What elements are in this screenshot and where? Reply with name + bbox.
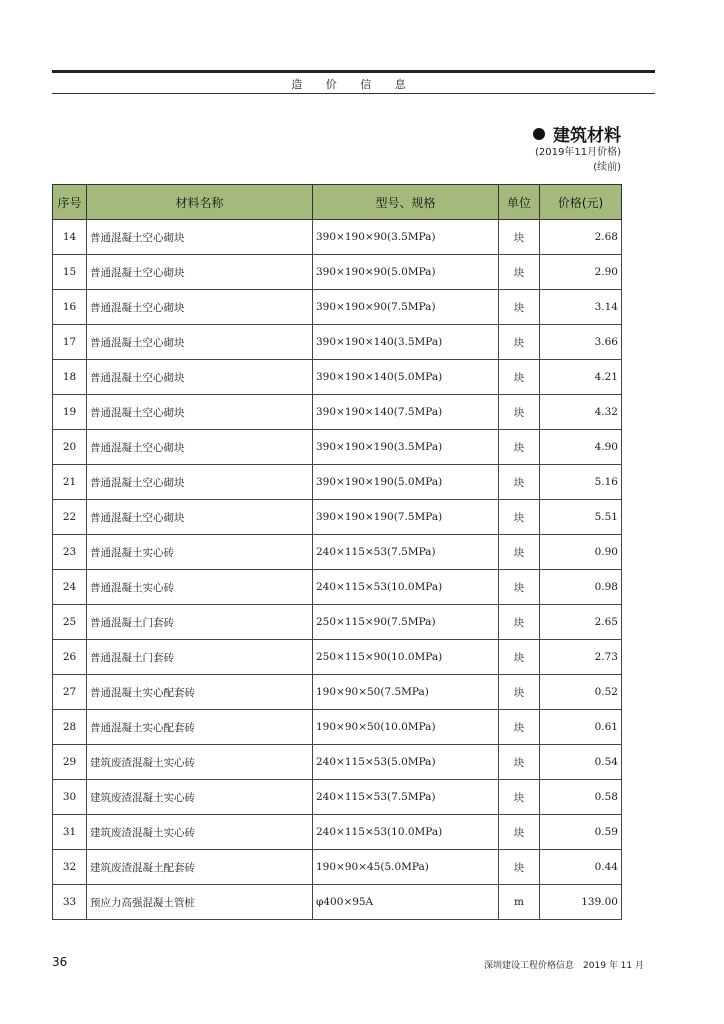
row-number: 17 [53, 325, 87, 360]
running-header: 造 价 信 息 [291, 78, 416, 91]
table-row [53, 710, 622, 745]
row-number: 32 [53, 850, 87, 885]
table-row [53, 570, 622, 605]
unit-cell: 块 [499, 745, 540, 780]
price-cell: 2.73 [540, 640, 622, 675]
row-number: 18 [53, 360, 87, 395]
unit-cell: 块 [499, 570, 540, 605]
table-row [53, 220, 622, 255]
bullet-icon [533, 128, 545, 140]
material-name: 普通混凝土门套砖 [87, 640, 313, 675]
row-number: 26 [53, 640, 87, 675]
material-name: 普通混凝土空心砌块 [87, 220, 313, 255]
spec-cell: 250×115×90(7.5MPa) [313, 605, 499, 640]
unit-cell: 块 [499, 605, 540, 640]
table-row [53, 325, 622, 360]
price-cell: 0.98 [540, 570, 622, 605]
table-row [53, 535, 622, 570]
material-name: 普通混凝土实心配套砖 [87, 710, 313, 745]
row-number: 21 [53, 465, 87, 500]
material-name: 普通混凝土实心砖 [87, 535, 313, 570]
section-subtitle-block [535, 145, 621, 175]
row-number: 31 [53, 815, 87, 850]
price-table [52, 184, 622, 920]
unit-cell: 块 [499, 710, 540, 745]
price-cell: 0.58 [540, 780, 622, 815]
col-header-spec: 型号、规格 [313, 185, 499, 220]
price-cell: 3.66 [540, 325, 622, 360]
unit-cell: 块 [499, 220, 540, 255]
table-row [53, 675, 622, 710]
col-header-name: 材料名称 [87, 185, 313, 220]
material-name: 预应力高强混凝土管桩 [87, 885, 313, 920]
row-number: 22 [53, 500, 87, 535]
price-cell: 2.65 [540, 605, 622, 640]
spec-cell: 240×115×53(10.0MPa) [313, 815, 499, 850]
table-row [53, 605, 622, 640]
table-row [53, 290, 622, 325]
price-cell: 4.32 [540, 395, 622, 430]
spec-cell: 390×190×90(3.5MPa) [313, 220, 499, 255]
table-row [53, 255, 622, 290]
price-cell: 0.52 [540, 675, 622, 710]
price-period: (2019年11月价格) [535, 147, 621, 158]
spec-cell: 390×190×90(5.0MPa) [313, 255, 499, 290]
unit-cell: 块 [499, 430, 540, 465]
spec-cell: 240×115×53(7.5MPa) [313, 535, 499, 570]
spec-cell: 240×115×53(10.0MPa) [313, 570, 499, 605]
table-row [53, 430, 622, 465]
price-cell: 4.21 [540, 360, 622, 395]
table-row [53, 850, 622, 885]
row-number: 25 [53, 605, 87, 640]
row-number: 23 [53, 535, 87, 570]
material-name: 建筑废渣混凝土实心砖 [87, 780, 313, 815]
unit-cell: 块 [499, 255, 540, 290]
table-row [53, 465, 622, 500]
price-cell: 0.59 [540, 815, 622, 850]
unit-cell: 块 [499, 325, 540, 360]
publication-footer: 深圳建设工程价格信息 2019 年 11 月 [484, 961, 644, 971]
price-cell: 0.54 [540, 745, 622, 780]
material-name: 普通混凝土空心砌块 [87, 255, 313, 290]
material-name: 建筑废渣混凝土配套砖 [87, 850, 313, 885]
spec-cell: 390×190×140(3.5MPa) [313, 325, 499, 360]
table-row [53, 395, 622, 430]
material-name: 建筑废渣混凝土实心砖 [87, 815, 313, 850]
spec-cell: φ400×95A [313, 885, 499, 920]
table-row [53, 815, 622, 850]
unit-cell: 块 [499, 815, 540, 850]
row-number: 15 [53, 255, 87, 290]
table-row [53, 500, 622, 535]
unit-cell: 块 [499, 535, 540, 570]
material-name: 普通混凝土实心配套砖 [87, 675, 313, 710]
table-row [53, 885, 622, 920]
table-row [53, 360, 622, 395]
section-title-text: 建筑材料 [553, 126, 621, 146]
unit-cell: 块 [499, 500, 540, 535]
material-name: 普通混凝土空心砌块 [87, 290, 313, 325]
row-number: 28 [53, 710, 87, 745]
price-cell: 3.14 [540, 290, 622, 325]
spec-cell: 390×190×140(7.5MPa) [313, 395, 499, 430]
row-number: 14 [53, 220, 87, 255]
table-header-row [53, 185, 622, 220]
material-name: 建筑废渣混凝土实心砖 [87, 745, 313, 780]
section-title [533, 121, 621, 146]
price-cell: 5.16 [540, 465, 622, 500]
price-cell: 0.90 [540, 535, 622, 570]
unit-cell: 块 [499, 290, 540, 325]
table-row [53, 745, 622, 780]
row-number: 24 [53, 570, 87, 605]
row-number: 30 [53, 780, 87, 815]
spec-cell: 240×115×53(5.0MPa) [313, 745, 499, 780]
price-cell: 0.61 [540, 710, 622, 745]
material-name: 普通混凝土空心砌块 [87, 500, 313, 535]
price-cell: 2.90 [540, 255, 622, 290]
spec-cell: 190×90×50(10.0MPa) [313, 710, 499, 745]
price-cell: 2.68 [540, 220, 622, 255]
row-number: 19 [53, 395, 87, 430]
price-cell: 0.44 [540, 850, 622, 885]
spec-cell: 390×190×190(7.5MPa) [313, 500, 499, 535]
unit-cell: 块 [499, 780, 540, 815]
material-name: 普通混凝土门套砖 [87, 605, 313, 640]
price-cell: 4.90 [540, 430, 622, 465]
spec-cell: 190×90×50(7.5MPa) [313, 675, 499, 710]
unit-cell: 块 [499, 675, 540, 710]
row-number: 16 [53, 290, 87, 325]
spec-cell: 390×190×90(7.5MPa) [313, 290, 499, 325]
unit-cell: 块 [499, 465, 540, 500]
material-name: 普通混凝土空心砌块 [87, 360, 313, 395]
spec-cell: 390×190×190(5.0MPa) [313, 465, 499, 500]
unit-cell: 块 [499, 850, 540, 885]
material-name: 普通混凝土空心砌块 [87, 465, 313, 500]
spec-cell: 390×190×190(3.5MPa) [313, 430, 499, 465]
row-number: 29 [53, 745, 87, 780]
unit-cell: 块 [499, 640, 540, 675]
row-number: 27 [53, 675, 87, 710]
material-name: 普通混凝土空心砌块 [87, 395, 313, 430]
table-row [53, 780, 622, 815]
header-rule [52, 93, 655, 94]
row-number: 20 [53, 430, 87, 465]
continued-note: (续前) [593, 162, 621, 173]
spec-cell: 190×90×45(5.0MPa) [313, 850, 499, 885]
material-name: 普通混凝土空心砌块 [87, 325, 313, 360]
row-number: 33 [53, 885, 87, 920]
top-rule [52, 70, 655, 73]
col-header-price: 价格(元) [540, 185, 622, 220]
spec-cell: 390×190×140(5.0MPa) [313, 360, 499, 395]
spec-cell: 240×115×53(7.5MPa) [313, 780, 499, 815]
unit-cell: m [499, 885, 540, 920]
col-header-no: 序号 [53, 185, 87, 220]
material-name: 普通混凝土空心砌块 [87, 430, 313, 465]
page-number: 36 [52, 955, 68, 969]
unit-cell: 块 [499, 395, 540, 430]
table-row [53, 640, 622, 675]
table-body [53, 220, 622, 920]
price-cell: 5.51 [540, 500, 622, 535]
spec-cell: 250×115×90(10.0MPa) [313, 640, 499, 675]
unit-cell: 块 [499, 360, 540, 395]
material-name: 普通混凝土实心砖 [87, 570, 313, 605]
col-header-unit: 单位 [499, 185, 540, 220]
price-cell: 139.00 [540, 885, 622, 920]
